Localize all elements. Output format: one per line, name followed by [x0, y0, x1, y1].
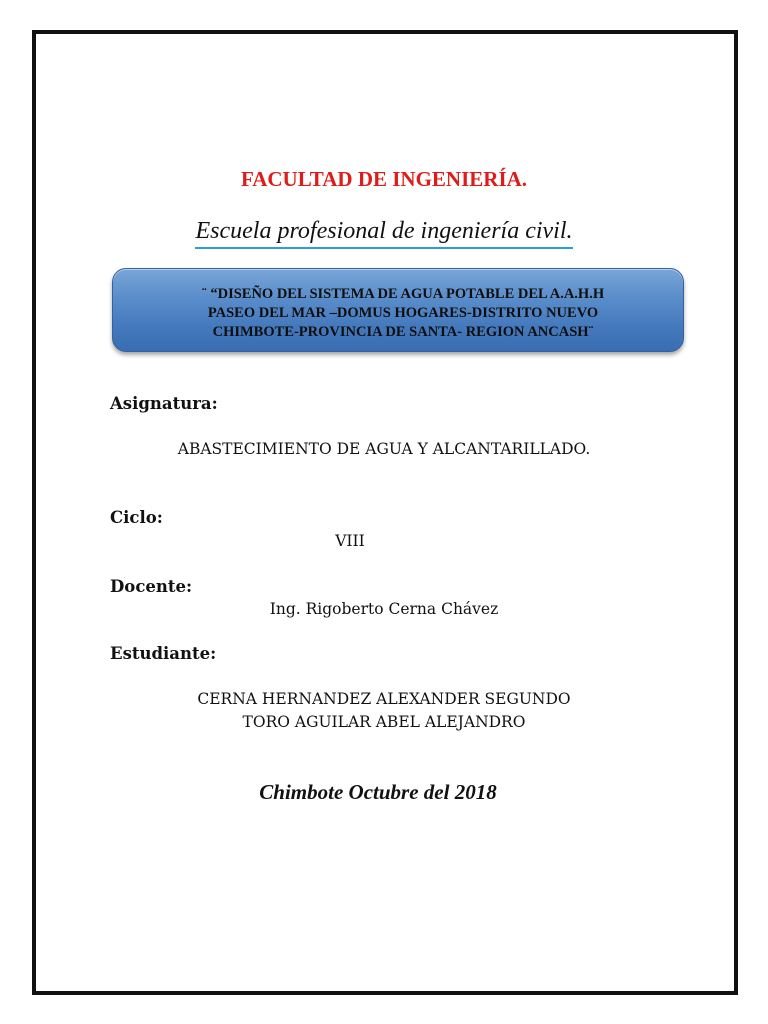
- subject-label: Asignatura:: [110, 394, 218, 413]
- student-name-1: CERNA HERNANDEZ ALEXANDER SEGUNDO: [197, 690, 571, 708]
- project-title-line-2: PASEO DEL MAR –DOMUS HOGARES-DISTRITO NUEVO: [207, 305, 599, 321]
- teacher-value: Ing. Rigoberto Cerna Chávez: [269, 600, 499, 618]
- student-name-2: TORO AGUILAR ABEL ALEJANDRO: [242, 713, 526, 731]
- place-and-date: Chimbote Octubre del 2018: [259, 780, 497, 804]
- school-title-text: Escuela profesional de ingeniería civil.: [195, 218, 572, 249]
- project-title-text: [133, 285, 673, 342]
- cycle-value: VIII: [335, 532, 365, 550]
- teacher-label: Docente:: [110, 577, 193, 596]
- school-title: [0, 218, 768, 245]
- project-title-line-1: ¨ “DISEÑO DEL SISTEMA DE AGUA POTABLE DEL A.A.H.H: [201, 286, 605, 302]
- project-title-line-3: CHIMBOTE-PROVINCIA DE SANTA- REGION ANCASH¨: [212, 324, 594, 340]
- students-label: Estudiante:: [110, 644, 217, 663]
- faculty-title: FACULTAD DE INGENIERÍA.: [240, 167, 528, 191]
- subject-value: ABASTECIMIENTO DE AGUA Y ALCANTARILLADO.: [177, 440, 591, 458]
- project-title-banner: [112, 268, 684, 352]
- cycle-label: Ciclo:: [110, 508, 163, 527]
